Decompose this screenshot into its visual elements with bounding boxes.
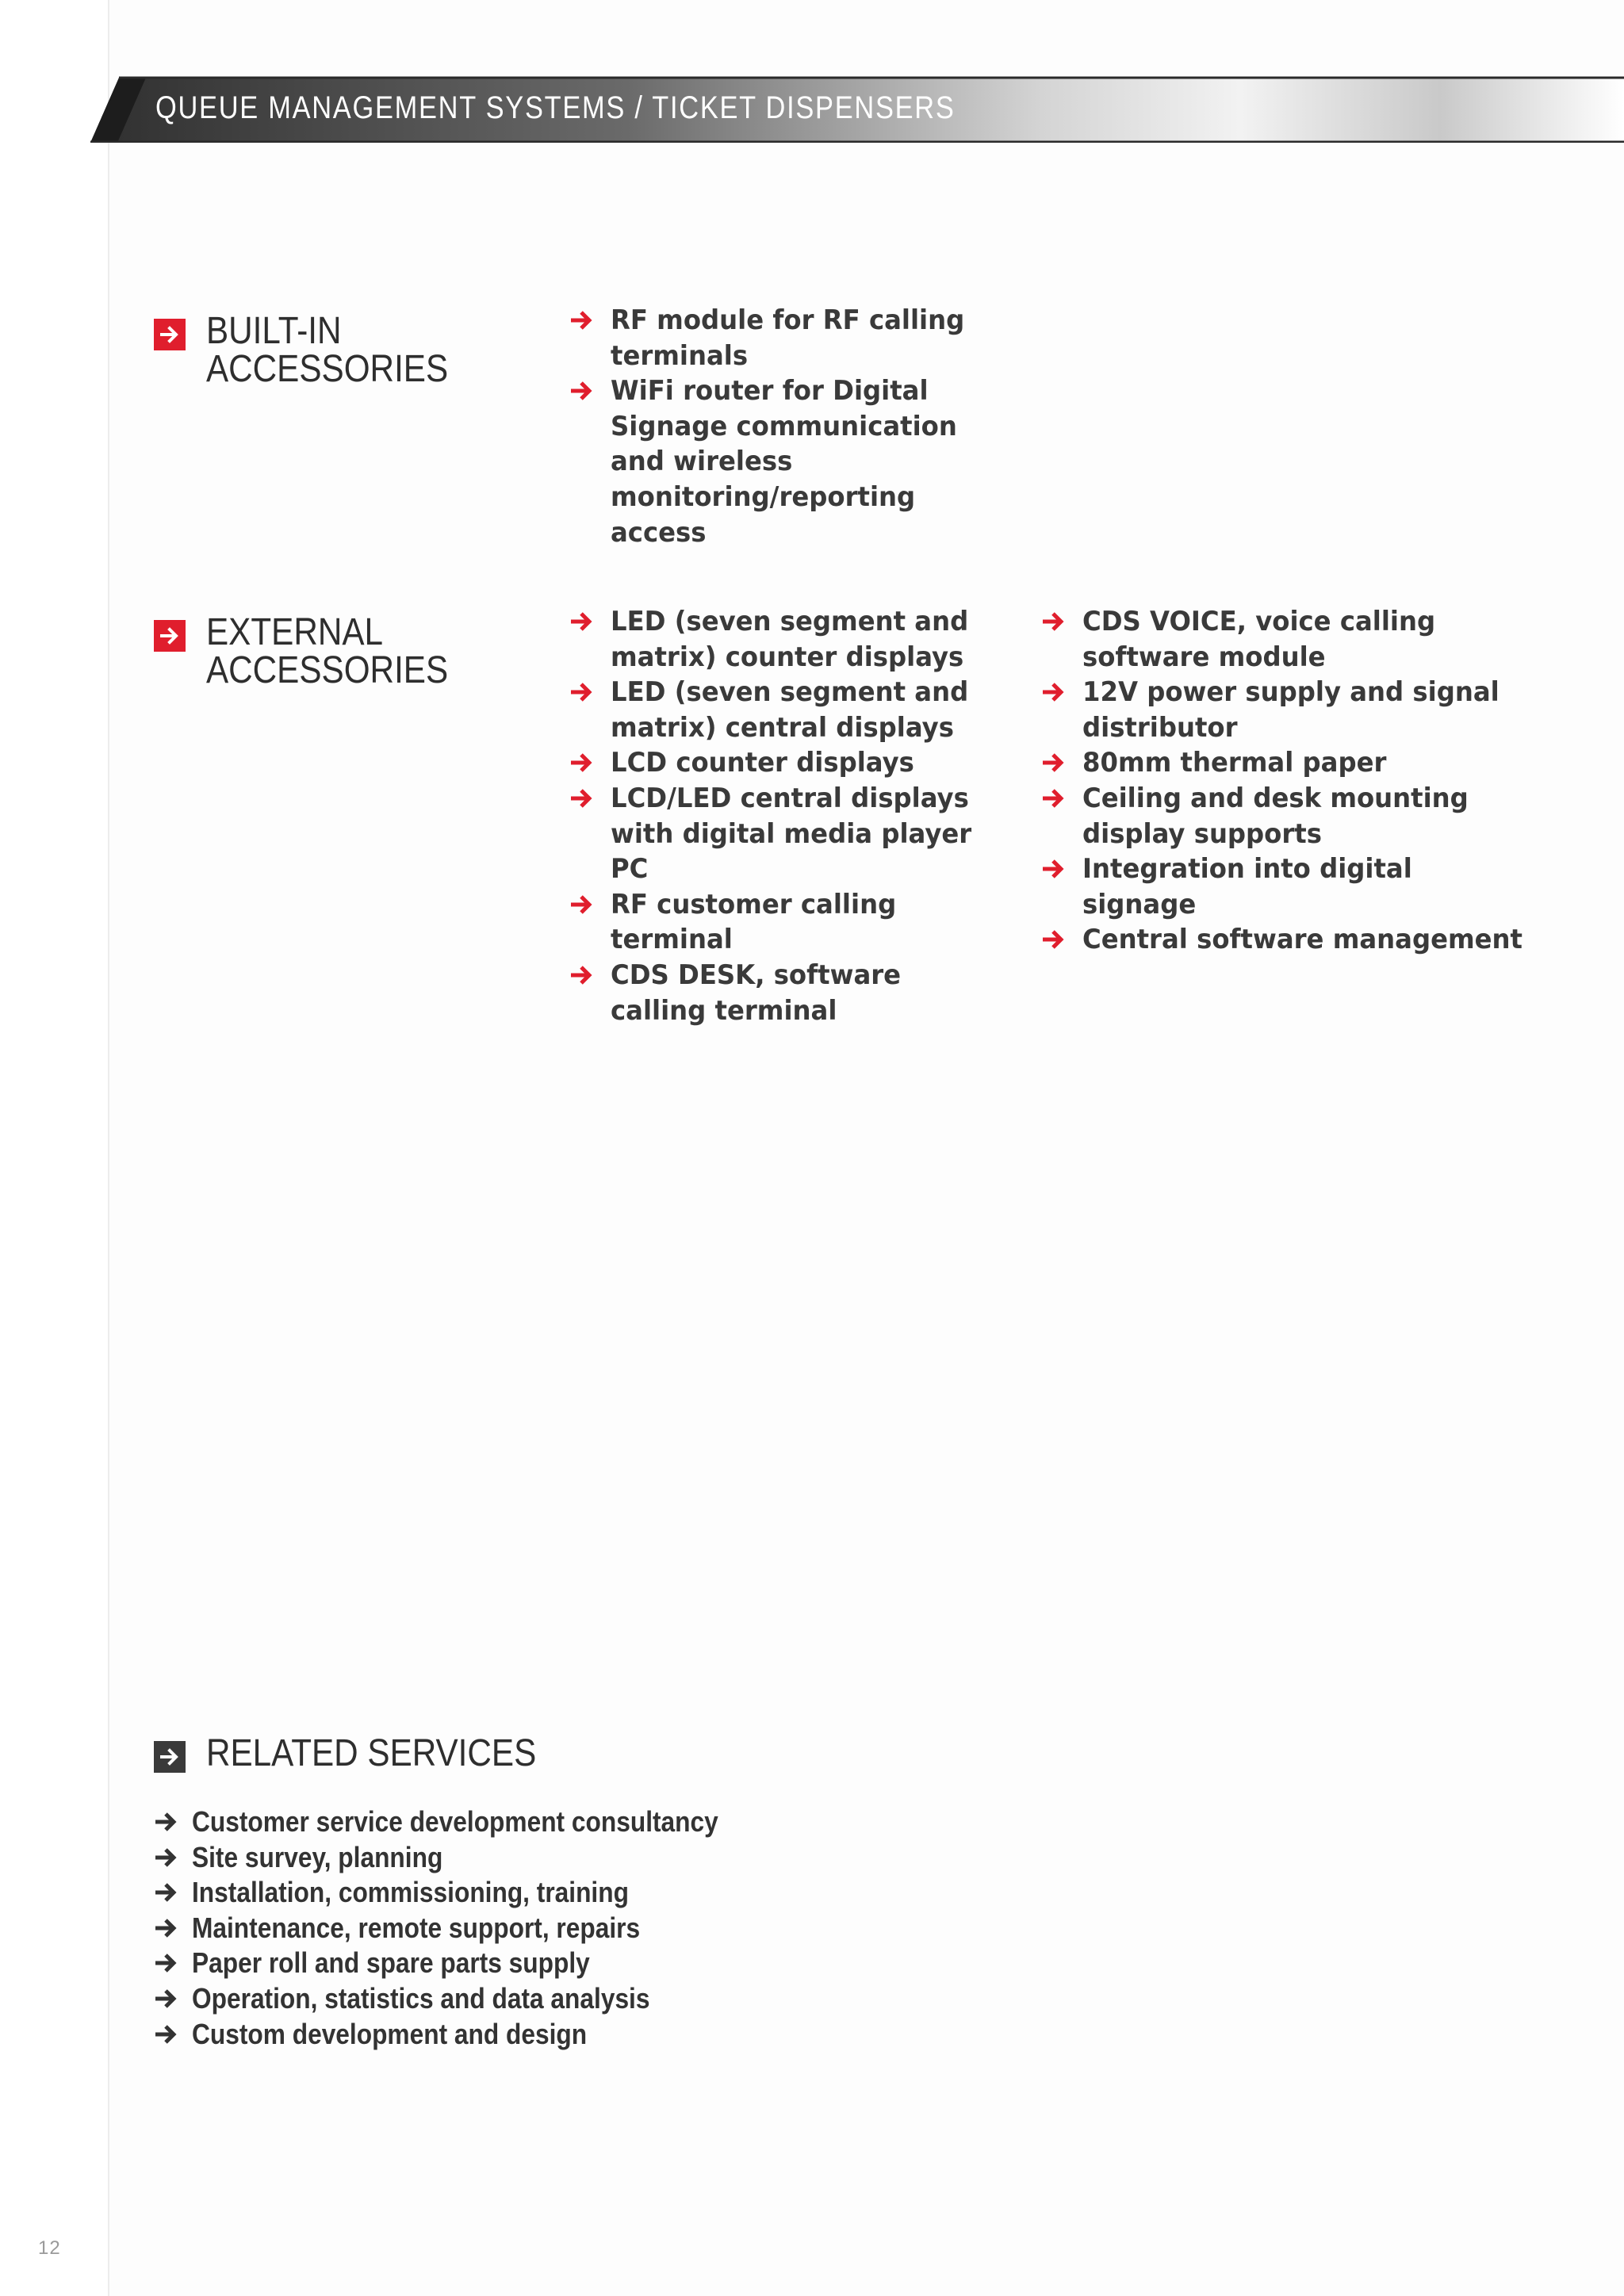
list-item: WiFi router for Digital Signage communication and wireless monitoring/reporting access [569, 373, 1029, 550]
arrow-right-icon [154, 1952, 178, 1974]
arrow-right-icon [154, 1988, 178, 2010]
external-accessories-list-col1 [569, 604, 1013, 1028]
heading-line-1: EXTERNAL [206, 611, 383, 653]
list-item: LCD counter displays [569, 745, 1013, 781]
list-item: 12V power supply and signal distributor [1041, 675, 1549, 745]
list-item: CDS DESK, software calling terminal [569, 958, 1013, 1028]
list-item: Operation, statistics and data analysis [154, 1981, 868, 2017]
arrow-right-icon [1041, 681, 1065, 703]
list-item: RF module for RF calling terminals [569, 303, 1029, 373]
page-left-margin [0, 0, 109, 2296]
page-number: 12 [38, 2237, 61, 2259]
built-in-accessories-list [569, 303, 1029, 550]
related-services-list [154, 1804, 868, 2052]
arrow-right-box-icon [154, 620, 186, 652]
arrow-right-box-icon [154, 319, 186, 350]
list-item: Paper roll and spare parts supply [154, 1946, 868, 1981]
arrow-right-box-icon [154, 1741, 186, 1773]
list-item: Ceiling and desk mounting display supports [1041, 781, 1549, 851]
list-item: LED (seven segment and matrix) central displays [569, 675, 1013, 745]
arrow-right-icon [154, 1881, 178, 1904]
arrow-right-icon [154, 1917, 178, 1939]
arrow-right-icon [154, 1846, 178, 1869]
list-item: CDS VOICE, voice calling software module [1041, 604, 1549, 675]
arrow-right-icon [154, 2023, 178, 2045]
list-item: 80mm thermal paper [1041, 745, 1549, 781]
list-item: Customer service development consultancy [154, 1804, 868, 1840]
related-services-heading [154, 1732, 581, 1774]
page-title: QUEUE MANAGEMENT SYSTEMS / TICKET DISPENSERS [155, 90, 956, 125]
list-item: LED (seven segment and matrix) counter displays [569, 604, 1013, 675]
page-header-banner [90, 76, 1624, 143]
arrow-right-icon [1041, 752, 1065, 774]
list-item: Installation, commissioning, training [154, 1875, 868, 1911]
list-item: Integration into digital signage [1041, 851, 1549, 922]
arrow-right-icon [569, 309, 593, 331]
external-accessories-heading [154, 611, 481, 691]
external-accessories-list-col2 [1041, 604, 1549, 958]
arrow-right-icon [569, 752, 593, 774]
list-item: RF customer calling terminal [569, 887, 1013, 958]
arrow-right-icon [1041, 610, 1065, 633]
list-item: Central software management [1041, 922, 1549, 958]
arrow-right-icon [569, 681, 593, 703]
arrow-right-icon [154, 1811, 178, 1833]
arrow-right-icon [1041, 787, 1065, 809]
list-item: Site survey, planning [154, 1840, 868, 1876]
arrow-right-icon [569, 964, 593, 986]
list-item: Maintenance, remote support, repairs [154, 1911, 868, 1946]
list-item: Custom development and design [154, 2017, 868, 2053]
heading-line-2: ACCESSORIES [206, 348, 449, 390]
arrow-right-icon [1041, 858, 1065, 880]
arrow-right-icon [569, 894, 593, 916]
heading-line-1: BUILT-IN [206, 310, 342, 352]
built-in-accessories-heading [154, 312, 481, 388]
arrow-right-icon [569, 380, 593, 402]
arrow-right-icon [1041, 928, 1065, 951]
list-item: LCD/LED central displays with digital media player PC [569, 781, 1013, 887]
heading-text: RELATED SERVICES [206, 1732, 537, 1774]
heading-line-2: ACCESSORIES [206, 649, 449, 691]
arrow-right-icon [569, 610, 593, 633]
arrow-right-icon [569, 787, 593, 809]
